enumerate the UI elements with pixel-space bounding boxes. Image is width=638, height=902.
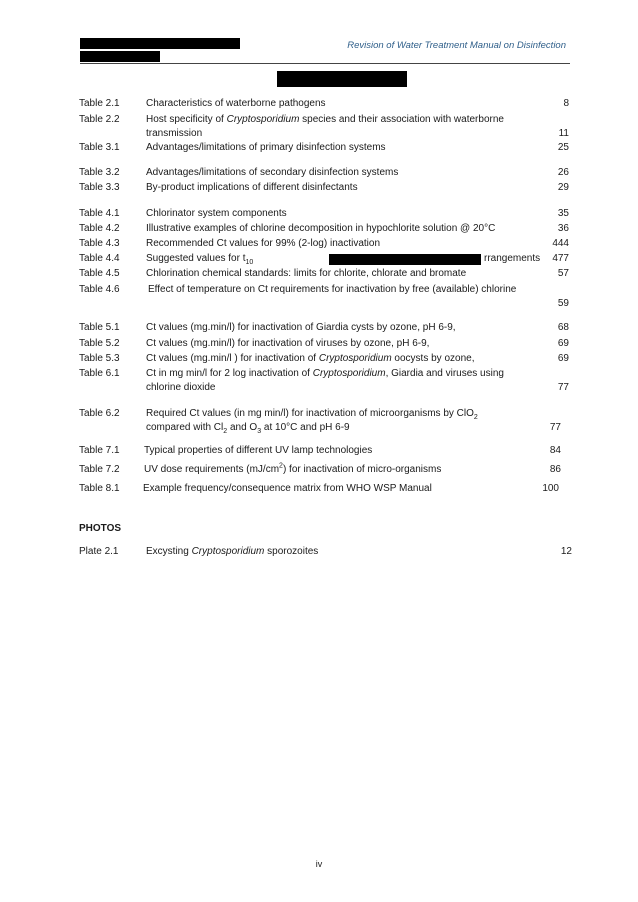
- toc-page: 59: [557, 298, 569, 309]
- toc-label: Table 6.2: [79, 408, 120, 419]
- footer-page-number: iv: [315, 859, 323, 869]
- toc-label: Table 5.2: [79, 338, 120, 349]
- toc-label: Table 3.2: [79, 167, 120, 178]
- toc-label: Table 4.1: [79, 208, 120, 219]
- toc-title: Host specificity of Cryptosporidium species and their association with waterborne transmission: [146, 114, 504, 139]
- toc-title: Ct in mg min/l for 2 log inactivation of Cryptosporidium, Giardia and viruses using chlorine dioxide: [146, 368, 504, 393]
- toc-label: Table 7.1: [79, 445, 120, 456]
- toc-title: Recommended Ct values for 99% (2-log) inactivation: [146, 238, 380, 249]
- toc-title: Suggested values for $t_{10}$ rrangements: [146, 253, 541, 266]
- toc-page: 77: [549, 422, 561, 433]
- toc-title: Ct values (mg.min/l ) for inactivation of Cryptosporidium oocysts by ozone,: [146, 353, 475, 364]
- toc-label: Table 4.5: [79, 268, 120, 279]
- toc-title: Characteristics of waterborne pathogens: [146, 98, 326, 109]
- toc-label: Table 6.1: [79, 368, 120, 379]
- toc-label: Table 4.4: [79, 253, 120, 264]
- toc-page: 36: [557, 223, 569, 234]
- toc-title: Effect of temperature on Ct requirements for inactivation by free (available) chlorine: [148, 284, 517, 295]
- toc-page: 477: [552, 253, 569, 264]
- toc-page: 86: [549, 464, 561, 475]
- toc-title: Ct values (mg.min/l) for inactivation of viruses by ozone, pH 6-9,: [146, 338, 430, 349]
- photos-heading: PHOTOS: [79, 523, 122, 534]
- toc-title: Advantages/limitations of secondary disinfection systems: [146, 167, 399, 178]
- toc-label: Table 2.1: [79, 98, 120, 109]
- toc-label: Table 3.1: [79, 142, 120, 153]
- toc-page: 35: [557, 208, 569, 219]
- toc-page: 57: [557, 268, 569, 279]
- toc-page: 100: [542, 483, 559, 494]
- toc-label: Table 5.3: [79, 353, 120, 364]
- toc-page: 69: [557, 353, 569, 364]
- toc-label: Table 2.2: [79, 114, 120, 125]
- toc-page: 69: [557, 338, 569, 349]
- toc-page: 84: [549, 445, 561, 456]
- toc-label: Table 8.1: [79, 483, 120, 494]
- toc-label: Table 4.3: [79, 238, 120, 249]
- toc-title: Chlorinator system components: [146, 208, 287, 219]
- toc-title: Chlorination chemical standards: limits for chlorite, chlorate and bromate: [146, 268, 467, 279]
- toc-page: 77: [557, 382, 569, 393]
- toc-title: Example frequency/consequence matrix from WHO WSP Manual: [143, 483, 432, 494]
- redacted-heading: [277, 71, 407, 87]
- toc-title: Ct values (mg.min/l) for inactivation of Giardia cysts by ozone, pH 6-9,: [146, 322, 456, 333]
- redacted-text: [329, 254, 481, 265]
- toc-page: 68: [557, 322, 569, 333]
- toc-label: Table 3.3: [79, 182, 120, 193]
- toc-title: Required Ct values (in mg min/l) for inactivation of microorganisms by ClO$_2$ compared with $Cl_2$ and $O_3$ at 10°C and pH 6-9: [146, 408, 478, 435]
- header-divider: [80, 63, 570, 64]
- toc-label: Table 7.2: [79, 464, 120, 475]
- toc-title: By-product implications of different disinfectants: [146, 182, 358, 193]
- header-title: Revision of Water Treatment Manual on Disinfection: [347, 40, 566, 51]
- toc-label: Plate 2.1: [79, 546, 119, 557]
- toc-title: Illustrative examples of chlorine decomposition in hypochlorite solution @ 20°C: [146, 223, 496, 234]
- toc-label: Table 4.2: [79, 223, 120, 234]
- toc-label: Table 5.1: [79, 322, 120, 333]
- toc-label: Table 4.6: [79, 284, 120, 295]
- toc-page: 8: [563, 98, 569, 109]
- toc-title: Typical properties of different UV lamp technologies: [144, 445, 373, 456]
- toc-page: 26: [557, 167, 569, 178]
- toc-page: 444: [552, 238, 569, 249]
- toc-title: Advantages/limitations of primary disinfection systems: [146, 142, 386, 153]
- toc-title: Excysting Cryptosporidium sporozoites: [146, 546, 319, 557]
- toc-page: 29: [557, 182, 569, 193]
- toc-title: UV dose requirements $(mJ/cm^2)$ for inactivation of micro-organisms: [144, 462, 442, 475]
- toc-page: 25: [557, 142, 569, 153]
- toc-page: 11: [558, 128, 569, 139]
- toc-page: 12: [560, 546, 572, 557]
- logo-redacted: [80, 36, 240, 64]
